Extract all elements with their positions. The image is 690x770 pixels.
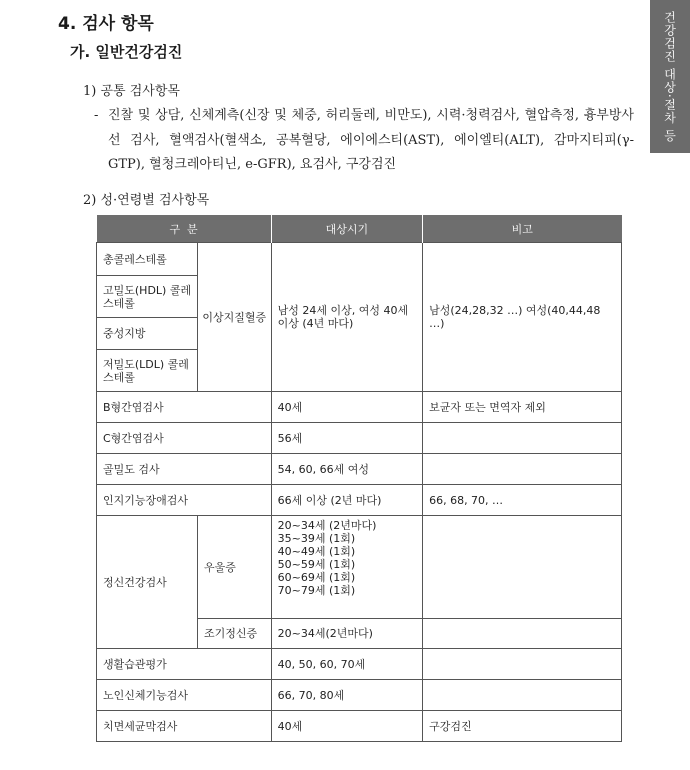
section-title: 4. 검사 항목 <box>58 14 154 34</box>
subsection-title: 가. 일반건강검진 <box>70 43 183 61</box>
header-timing: 대상시기 <box>271 215 422 243</box>
row-timing: 56세 <box>271 423 422 454</box>
lipid-note: 남성(24,28,32 …) 여성(40,44,48 …) <box>423 243 622 392</box>
row-note <box>423 454 622 485</box>
lipid-item-2: 고밀도(HDL) 콜레스테롤 <box>97 276 198 318</box>
early-psychosis-label: 조기정신증 <box>197 619 271 649</box>
header-category: 구 분 <box>97 215 272 243</box>
row-name: 노인신체기능검사 <box>97 680 272 711</box>
row-note: 66, 68, 70, … <box>423 485 622 516</box>
row-note <box>423 649 622 680</box>
common-items-heading: 1) 공통 검사항목 <box>83 84 180 99</box>
lipid-group-label: 이상지질혈증 <box>197 243 271 392</box>
lipid-timing: 남성 24세 이상, 여성 40세 이상 (4년 마다) <box>271 243 422 392</box>
table-row <box>97 680 622 711</box>
row-note: 보균자 또는 면역자 제외 <box>423 392 622 423</box>
table-header-row <box>97 215 622 243</box>
row-timing: 66세 이상 (2년 마다) <box>271 485 422 516</box>
depression-label: 우울증 <box>197 516 271 619</box>
row-name: 골밀도 검사 <box>97 454 272 485</box>
row-timing: 40세 <box>271 711 422 742</box>
depression-timing-line: 40~49세 (1회) <box>277 545 356 558</box>
depression-timing-line: 60~69세 (1회) <box>277 571 356 584</box>
row-note <box>423 423 622 454</box>
depression-timing-line: 50~59세 (1회) <box>277 558 356 571</box>
list-dash: - <box>94 108 99 123</box>
table-row <box>97 485 622 516</box>
early-psychosis-timing: 20~34세(2년마다) <box>271 619 422 649</box>
age-items-heading: 2) 성·연령별 검사항목 <box>83 193 210 208</box>
mental-health-label: 정신건강검사 <box>97 516 198 649</box>
depression-timing <box>271 516 422 619</box>
common-items-body <box>94 104 634 178</box>
row-note <box>423 680 622 711</box>
table-row <box>97 392 622 423</box>
lipid-item-4: 저밀도(LDL) 콜레스테롤 <box>97 350 198 392</box>
lipid-item-1: 총콜레스테롤 <box>97 243 198 276</box>
row-name: 인지기능장애검사 <box>97 485 272 516</box>
table-row <box>97 423 622 454</box>
table-row <box>97 243 622 276</box>
row-name: 생활습관평가 <box>97 649 272 680</box>
row-name: C형간염검사 <box>97 423 272 454</box>
table-row <box>97 649 622 680</box>
depression-timing-line: 20~34세 (2년마다) <box>277 519 377 532</box>
table-row <box>97 454 622 485</box>
common-items-text: 진찰 및 상담, 신체계측(신장 및 체중, 허리둘레, 비만도), 시력·청력검사, 혈압측정, 흉부방사선 검사, 혈액검사(혈색소, 공복혈당, 에이에스티(AST), 에이엘티(ALT), 감마지티피(γ-GTP), 혈청크레아티닌, e-GFR), 요검사, 구강검진 <box>108 108 634 172</box>
side-chapter-tab[interactable]: 건강검진 대상·절차 등 <box>650 0 690 153</box>
exam-items-table <box>96 215 622 742</box>
depression-timing-line: 35~39세 (1회) <box>277 532 356 545</box>
row-timing: 66, 70, 80세 <box>271 680 422 711</box>
header-note: 비고 <box>423 215 622 243</box>
lipid-item-3: 중성지방 <box>97 318 198 350</box>
row-name: 치면세균막검사 <box>97 711 272 742</box>
depression-timing-line: 70~79세 (1회) <box>277 584 356 597</box>
row-note: 구강검진 <box>423 711 622 742</box>
row-timing: 40세 <box>271 392 422 423</box>
table-row <box>97 516 622 619</box>
early-psychosis-note <box>423 619 622 649</box>
row-timing: 54, 60, 66세 여성 <box>271 454 422 485</box>
row-name: B형간염검사 <box>97 392 272 423</box>
row-timing: 40, 50, 60, 70세 <box>271 649 422 680</box>
depression-note <box>423 516 622 619</box>
table-row <box>97 711 622 742</box>
